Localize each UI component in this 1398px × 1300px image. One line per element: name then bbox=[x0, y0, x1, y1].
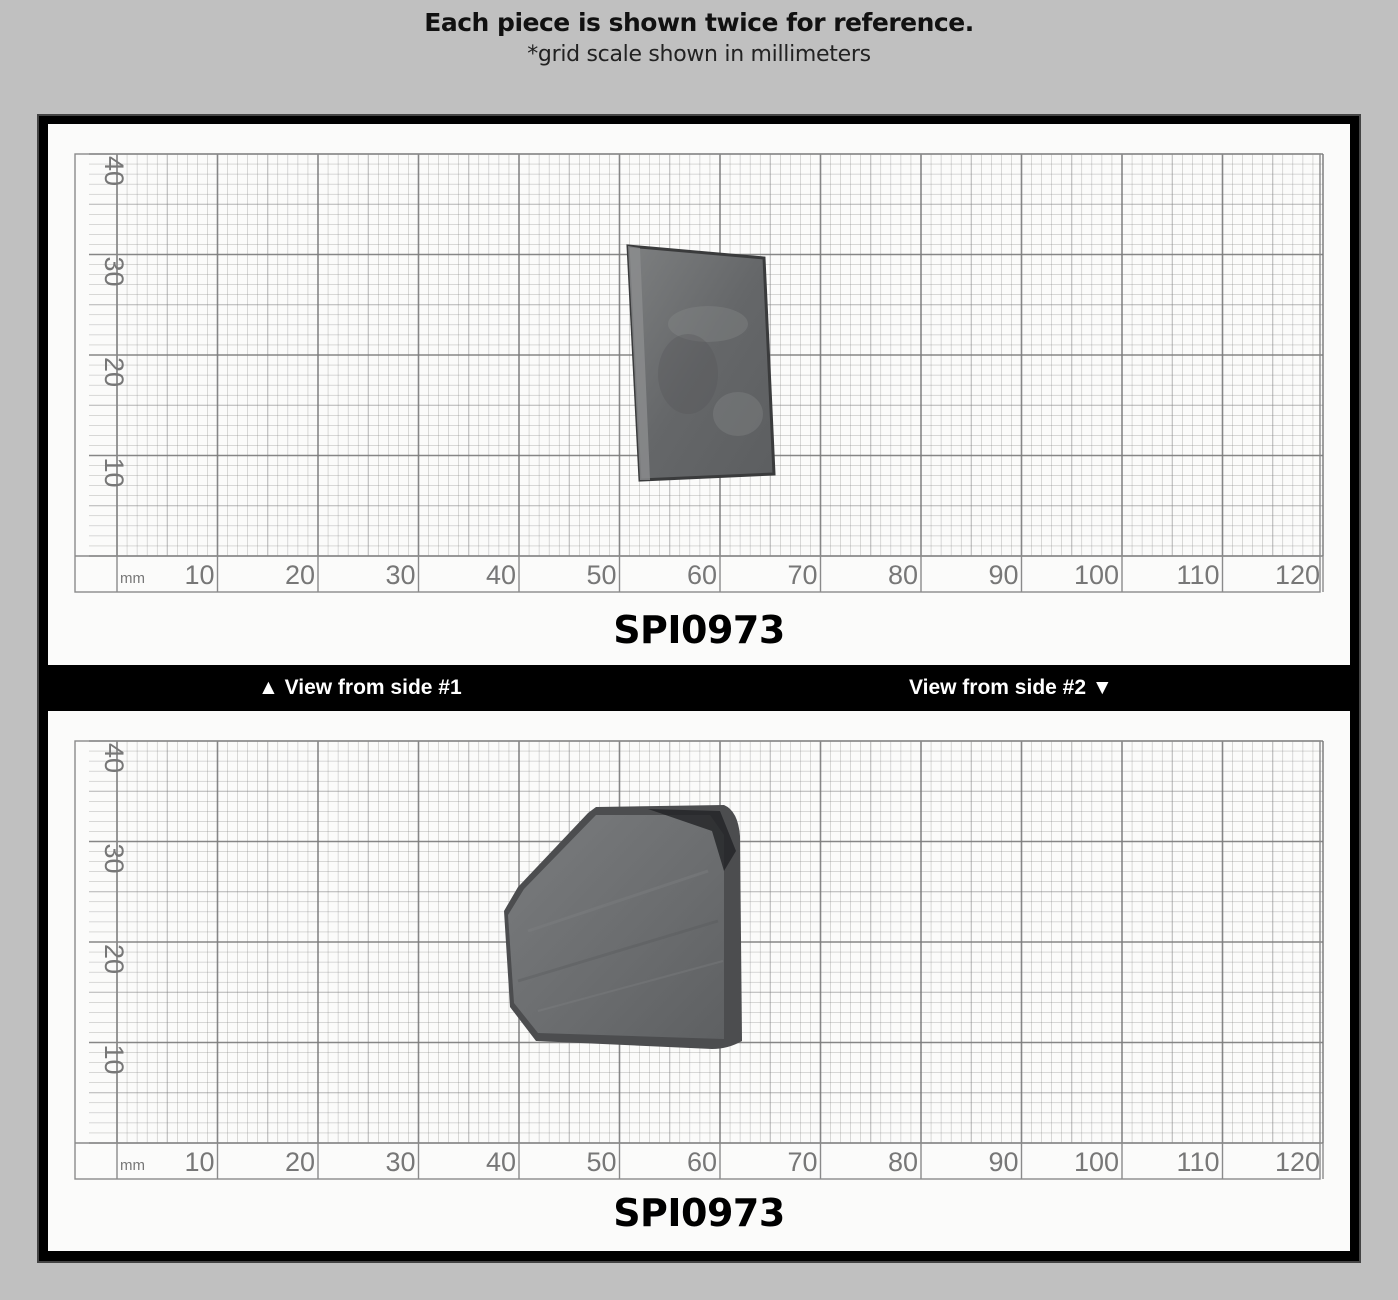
y-tick-label: 40 bbox=[99, 743, 129, 774]
y-tick-label: 40 bbox=[99, 156, 129, 187]
sample-id-label: SPI0973 bbox=[613, 1191, 785, 1235]
x-tick-label: 70 bbox=[787, 560, 818, 590]
x-tick-label: 10 bbox=[184, 560, 215, 590]
y-tick-label: 10 bbox=[99, 457, 129, 488]
x-tick-label: 90 bbox=[988, 1147, 1019, 1177]
y-tick-label: 30 bbox=[99, 256, 129, 287]
y-tick-label: 10 bbox=[99, 1044, 129, 1075]
panel-side-1 bbox=[48, 124, 1350, 665]
x-tick-label: 100 bbox=[1073, 560, 1119, 590]
x-tick-label: 20 bbox=[284, 560, 315, 590]
x-tick-label: 50 bbox=[586, 1147, 617, 1177]
sample-id-label: SPI0973 bbox=[613, 608, 785, 652]
view-side-2-label: View from side #2 ▼ bbox=[909, 676, 1113, 699]
x-tick-label: 80 bbox=[887, 1147, 918, 1177]
x-tick-label: 10 bbox=[184, 1147, 215, 1177]
x-tick-label: 60 bbox=[686, 1147, 717, 1177]
x-tick-label: 60 bbox=[686, 560, 717, 590]
x-tick-label: 100 bbox=[1073, 1147, 1119, 1177]
x-tick-label: 70 bbox=[787, 1147, 818, 1177]
x-tick-label: 80 bbox=[887, 560, 918, 590]
page-subtitle: *grid scale shown in millimeters bbox=[527, 42, 871, 67]
specimen-photo bbox=[48, 124, 1350, 665]
x-tick-label: 40 bbox=[485, 1147, 516, 1177]
x-tick-label: 120 bbox=[1274, 1147, 1320, 1177]
x-tick-label: 90 bbox=[988, 560, 1019, 590]
x-tick-label: 40 bbox=[485, 560, 516, 590]
x-tick-label: 30 bbox=[385, 560, 416, 590]
unit-label: mm bbox=[120, 1157, 145, 1174]
unit-label: mm bbox=[120, 570, 145, 587]
panel-side-2 bbox=[48, 711, 1350, 1251]
view-side-1-label: ▲ View from side #1 bbox=[258, 676, 462, 699]
x-tick-label: 120 bbox=[1274, 560, 1320, 590]
x-tick-label: 30 bbox=[385, 1147, 416, 1177]
page-title: Each piece is shown twice for reference. bbox=[424, 8, 974, 37]
x-tick-label: 110 bbox=[1176, 1147, 1220, 1177]
x-tick-label: 110 bbox=[1176, 560, 1220, 590]
y-tick-label: 30 bbox=[99, 843, 129, 874]
y-tick-label: 20 bbox=[99, 944, 129, 975]
x-tick-label: 50 bbox=[586, 560, 617, 590]
y-tick-label: 20 bbox=[99, 357, 129, 388]
specimen-photo bbox=[48, 711, 1350, 1251]
x-tick-label: 20 bbox=[284, 1147, 315, 1177]
